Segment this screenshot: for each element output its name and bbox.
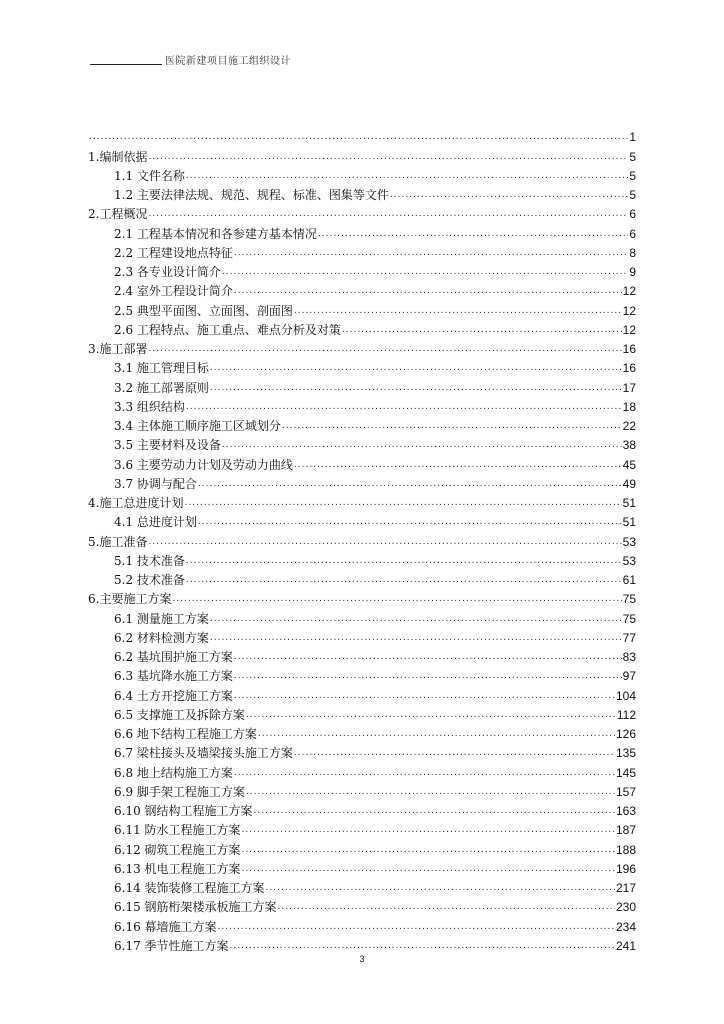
toc-dot-leader [234, 246, 628, 261]
toc-entry[interactable] [88, 145, 636, 164]
toc-entry-label: 2.工程概况 [88, 207, 148, 222]
toc-dot-leader [89, 130, 628, 145]
toc-entry[interactable] [88, 396, 636, 415]
toc-entry-label: 1.1 文件名称 [114, 168, 185, 183]
toc-entry-label: 6.17 季节性施工方案 [114, 938, 229, 953]
toc-entry[interactable] [88, 357, 636, 376]
toc-entry[interactable] [88, 222, 636, 241]
toc-entry-page: 51 [622, 496, 636, 510]
toc-entry-label: 6.14 装饰装修工程施工方案 [114, 881, 265, 895]
toc-dot-leader [234, 669, 622, 684]
toc-entry[interactable] [88, 242, 636, 261]
page-number: 3 [359, 954, 365, 964]
toc-entry[interactable] [88, 627, 636, 646]
toc-entry-page: 75 [622, 611, 636, 626]
toc-entry-label: 6.2 材料检测方案 [114, 630, 209, 645]
toc-dot-leader [186, 169, 628, 184]
toc-entry-label: 6.9 脚手架工程施工方案 [114, 784, 245, 799]
toc-dot-leader [242, 823, 615, 838]
toc-entry-label: 2.3 各专业设计简介 [114, 265, 221, 279]
toc-dot-leader [148, 342, 621, 357]
toc-entry-page: 188 [615, 842, 636, 857]
toc-entry-label: 2.5 典型平面图、立面图、剖面图 [114, 303, 293, 318]
toc-entry-label: 6.8 地上结构施工方案 [114, 765, 233, 780]
toc-entry-page: 97 [622, 669, 636, 684]
toc-dot-leader [278, 900, 615, 915]
toc-dot-leader [198, 477, 622, 492]
toc-entry-label: 6.12 砌筑工程施工方案 [114, 842, 241, 857]
toc-dot-leader [342, 323, 622, 338]
toc-entry-label: 6.1 测量施工方案 [114, 611, 209, 626]
toc-entry[interactable] [88, 838, 636, 857]
toc-entry-page: 12 [622, 322, 636, 337]
toc-entry-page: 5 [629, 188, 636, 202]
toc-entry-page: 53 [622, 553, 636, 568]
toc-dot-leader [294, 304, 622, 319]
toc-entry[interactable] [88, 434, 636, 453]
toc-dot-leader [186, 400, 622, 415]
toc-dot-leader [222, 438, 622, 453]
toc-dot-leader [148, 207, 628, 222]
toc-dot-leader [242, 862, 615, 877]
toc-entry[interactable] [88, 338, 636, 357]
toc-entry[interactable] [88, 742, 636, 761]
toc-entry-page: 61 [622, 573, 636, 587]
toc-entry-label: 3.2 施工部署原则 [114, 380, 209, 395]
toc-entry[interactable] [88, 261, 636, 280]
toc-entry-label: 6.11 防水工程施工方案 [114, 823, 241, 838]
toc-entry[interactable] [88, 280, 636, 299]
toc-dot-leader [294, 458, 622, 473]
toc-entry-page: 1 [629, 130, 636, 145]
toc-entry-page: 6 [629, 226, 636, 241]
toc-entry[interactable] [88, 299, 636, 318]
header-rule [90, 64, 162, 65]
toc-dot-leader [148, 150, 628, 165]
toc-dot-leader [234, 766, 615, 781]
toc-entry-page: 126 [615, 727, 636, 741]
toc-entry-page: 49 [622, 476, 636, 491]
toc-entry[interactable] [88, 915, 636, 934]
toc-entry-page: 217 [615, 881, 636, 895]
toc-entry-label: 6.7 梁柱接头及墙梁接头施工方案 [114, 746, 293, 761]
toc-entry[interactable] [88, 800, 636, 819]
toc-entry[interactable] [88, 877, 636, 896]
toc-entry[interactable] [88, 646, 636, 665]
toc-dot-leader [294, 746, 615, 761]
toc-entry-label: 3.4 主体施工顺序施工区域划分 [114, 419, 281, 433]
toc-entry-page: 18 [622, 399, 636, 414]
toc-entry[interactable] [88, 607, 636, 626]
toc-entry-label: 1.编制依据 [88, 149, 148, 164]
toc-entry-label: 3.3 组织结构 [114, 399, 185, 414]
toc-entry-label: 6.3 基坑降水施工方案 [114, 669, 233, 684]
toc-entry[interactable] [88, 819, 636, 838]
toc-dot-leader [282, 419, 622, 434]
toc-entry-page: 83 [622, 650, 636, 664]
toc-entry[interactable] [88, 896, 636, 915]
toc-entry-page: 241 [615, 938, 636, 953]
toc-entry[interactable] [88, 530, 636, 549]
toc-entry[interactable] [88, 781, 636, 800]
toc-entry-page: 22 [622, 419, 636, 433]
toc-entry[interactable] [88, 723, 636, 742]
toc-entry-page: 157 [615, 784, 636, 799]
toc-entry[interactable] [88, 665, 636, 684]
toc-entry[interactable] [88, 550, 636, 569]
toc-dot-leader [210, 631, 622, 646]
toc-entry-page: 104 [615, 688, 636, 703]
toc-dot-leader [254, 804, 615, 819]
toc-dot-leader [210, 381, 622, 396]
toc-entry-page: 187 [615, 823, 636, 838]
toc-entry-page: 230 [615, 900, 636, 915]
toc-entry-page: 38 [622, 438, 636, 453]
toc-dot-leader [234, 689, 615, 704]
toc-entry-page: 45 [622, 457, 636, 472]
toc-entry[interactable] [88, 184, 636, 203]
toc-entry-page: 17 [622, 380, 636, 395]
toc-dot-leader [234, 284, 622, 299]
toc-entry[interactable] [88, 319, 636, 338]
toc-dot-leader [266, 881, 615, 896]
toc-entry-label: 6.5 支撑施工及拆除方案 [114, 707, 245, 722]
toc-entry-label: 5.2 技术准备 [114, 573, 185, 587]
toc-entry[interactable] [88, 415, 636, 434]
toc-entry-page: 16 [622, 342, 636, 356]
toc-entry-label: 2.2 工程建设地点特征 [114, 245, 233, 260]
toc-entry[interactable] [88, 588, 636, 607]
toc-entry-label: 6.4 土方开挖施工方案 [114, 688, 233, 703]
toc-entry[interactable] [88, 858, 636, 877]
toc-entry[interactable] [88, 684, 636, 703]
toc-entry-label: 2.4 室外工程设计简介 [114, 284, 233, 299]
toc-entry-page: 234 [615, 919, 636, 934]
toc-entry-page: 145 [615, 765, 636, 780]
toc-dot-leader [210, 361, 622, 376]
toc-entry-label: 3.施工部署 [88, 342, 148, 356]
toc-entry-page: 12 [622, 303, 636, 318]
header-title: 医院新建项目施工组织设计 [165, 56, 291, 67]
toc-entry[interactable] [88, 492, 636, 511]
toc-dot-leader [184, 496, 621, 511]
toc-entry[interactable] [88, 704, 636, 723]
toc-dot-leader [218, 920, 615, 935]
toc-dot-leader [242, 843, 615, 858]
toc-entry[interactable] [88, 203, 636, 222]
toc-entry-label: 3.7 协调与配合 [114, 476, 197, 491]
toc-entry-label: 2.6 工程特点、施工重点、难点分析及对策 [114, 322, 341, 337]
toc-entry-label: 3.5 主要材料及设备 [114, 438, 221, 453]
toc-entry-page: 8 [629, 245, 636, 260]
toc-dot-leader [148, 535, 621, 550]
toc-entry-page: 196 [615, 861, 636, 876]
toc-entry-label: 6.13 机电工程施工方案 [114, 861, 241, 876]
toc-entry-label: 5.1 技术准备 [114, 553, 185, 568]
toc-entry-page: 51 [622, 515, 636, 530]
toc-dot-leader [246, 708, 616, 723]
toc-dot-leader [390, 188, 628, 203]
toc-entry[interactable] [88, 511, 636, 530]
toc-dot-leader [318, 227, 628, 242]
toc-entry-page: 53 [622, 534, 636, 549]
toc-dot-leader [234, 650, 622, 665]
toc-entry-label: 3.6 主要劳动力计划及劳动力曲线 [114, 457, 293, 472]
toc-entry-label: 2.1 工程基本情况和各参建方基本情况 [114, 226, 317, 241]
toc-entry-page: 9 [629, 265, 636, 279]
toc-entry-label: 4.施工总进度计划 [88, 496, 184, 510]
toc-entry[interactable] [88, 376, 636, 395]
toc-dot-leader [222, 265, 628, 280]
toc-entry-page: 112 [616, 707, 636, 722]
toc-entry-label: 6.主要施工方案 [88, 592, 172, 607]
toc-entry[interactable] [88, 473, 636, 492]
toc-entry-page: 16 [622, 361, 636, 376]
toc-entry-page: 163 [615, 804, 636, 818]
toc-entry[interactable] [88, 569, 636, 588]
toc-dot-leader [198, 515, 622, 530]
toc-entry-page: 75 [622, 592, 636, 607]
toc-entry-label: 1.2 主要法律法规、规范、规程、标准、图集等文件 [114, 188, 389, 202]
toc-entry-page: 6 [629, 207, 636, 222]
toc-entry-label: 5.施工准备 [88, 534, 148, 549]
toc-dot-leader [258, 727, 615, 742]
toc-entry[interactable] [88, 453, 636, 472]
toc-entry-label: 4.1 总进度计划 [114, 515, 197, 530]
toc-entry-label: 3.1 施工管理目标 [114, 361, 209, 376]
toc-entry-page: 135 [615, 746, 636, 761]
table-of-contents [88, 126, 636, 954]
toc-dot-leader [230, 939, 615, 954]
toc-entry-label: 6.6 地下结构工程施工方案 [114, 727, 257, 741]
toc-entry-label: 6.15 钢筋桁架楼承板施工方案 [114, 900, 277, 915]
toc-entry[interactable] [88, 165, 636, 184]
toc-entry-label: 6.2 基坑围护施工方案 [114, 650, 233, 664]
toc-entry-page: 77 [622, 630, 636, 645]
toc-dot-leader [186, 554, 622, 569]
toc-entry-page: 12 [622, 284, 636, 299]
toc-entry[interactable] [88, 935, 636, 954]
toc-entry-page: 5 [629, 168, 636, 183]
toc-dot-leader [210, 612, 622, 627]
toc-dot-leader [186, 573, 622, 588]
toc-dot-leader [172, 592, 621, 607]
toc-entry-label: 6.16 幕墙施工方案 [114, 919, 217, 934]
toc-entry-label: 6.10 钢结构工程施工方案 [114, 804, 253, 818]
toc-entry[interactable] [88, 126, 636, 145]
toc-dot-leader [246, 785, 615, 800]
toc-entry[interactable] [88, 761, 636, 780]
toc-entry-page: 5 [629, 149, 636, 164]
